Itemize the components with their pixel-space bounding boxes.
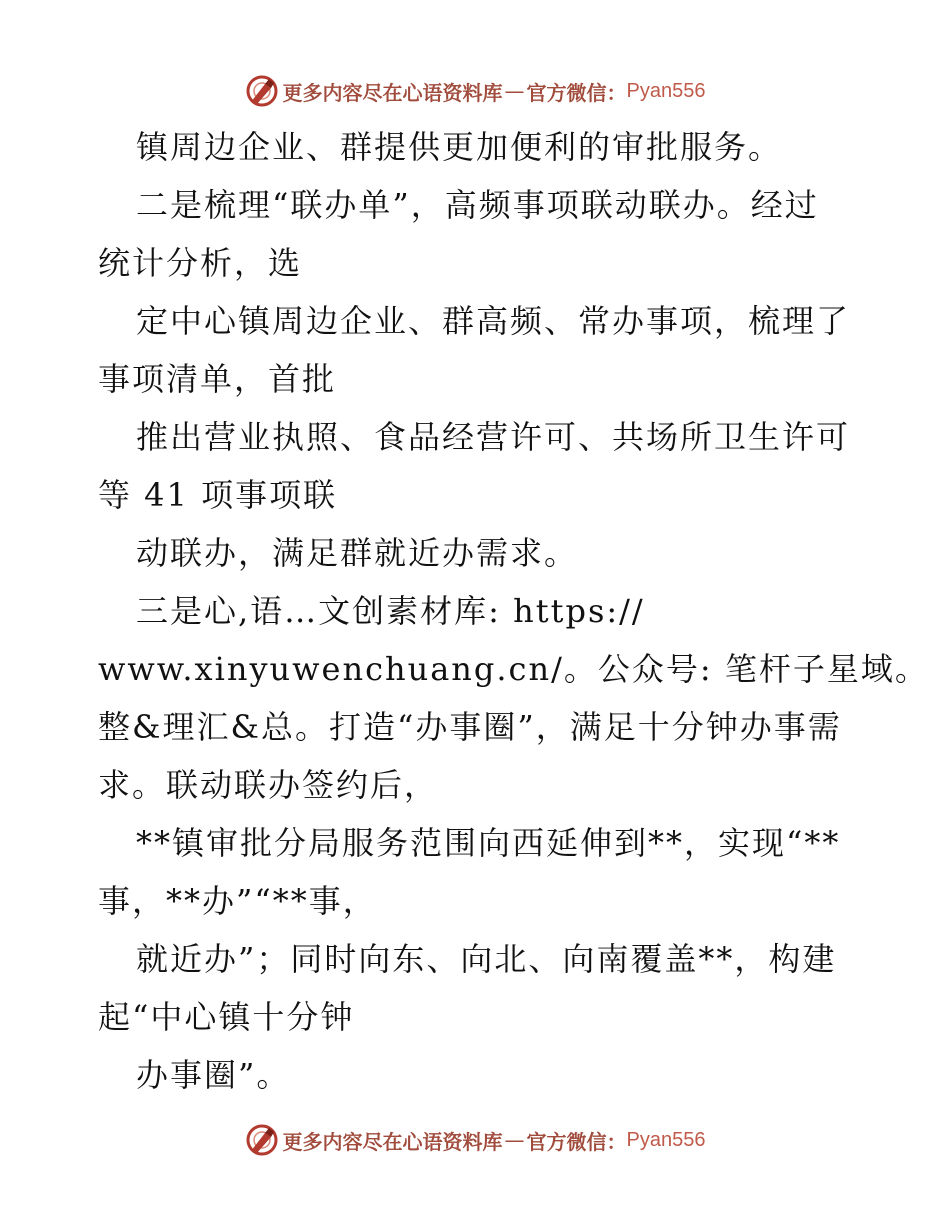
pen-nib-logo-icon [245, 1123, 279, 1157]
text-line: 等 41 项事项联 [98, 476, 338, 514]
text-line: **镇审批分局服务范围向西延伸到**，实现“** [136, 824, 841, 862]
text-line: 三是心,语…文创素材库: https:// [136, 592, 645, 630]
text-line: 二是梳理“联办单”，高频事项联动联办。经过 [136, 186, 819, 224]
header-banner [0, 71, 950, 111]
text-line: 镇周边企业、群提供更加便利的审批服务。 [136, 128, 783, 166]
document-body [98, 118, 929, 1104]
text-line: 就近办”；同时向东、向北、向南覆盖**，构建 [136, 940, 837, 978]
text-line: 整&理汇&总。打造“办事圈”，满足十分钟办事需 [98, 708, 842, 746]
footer-banner [0, 1120, 950, 1160]
banner-separator: — [504, 79, 525, 103]
text-line: 起“中心镇十分钟 [98, 998, 355, 1036]
text-line: 求。联动联办签约后， [98, 766, 439, 804]
text-line: 办事圈”。 [136, 1056, 291, 1094]
banner-text: 更多内容尽在心语资料库 [282, 1129, 503, 1154]
text-line: 事项清单，首批 [98, 360, 337, 398]
text-line: 动联办，满足群就近办需求。 [136, 534, 579, 572]
text-line: 统计分析，选 [98, 244, 303, 282]
banner-wechat-label: 官方微信： [526, 1129, 627, 1154]
banner-separator: — [504, 1128, 525, 1152]
banner-wechat-label: 官方微信： [526, 80, 627, 105]
text-line: www.xinyuwenchuang.cn/。公众号: 笔杆子星域。 [98, 650, 929, 688]
pen-nib-logo-icon [245, 74, 279, 108]
banner-wechat-id: Pyan556 [626, 1128, 706, 1151]
text-line: 定中心镇周边企业、群高频、常办事项，梳理了 [136, 302, 851, 340]
banner-wechat-id: Pyan556 [626, 79, 706, 102]
text-line: 事，**办”“**事， [98, 882, 377, 920]
text-line: 推出营业执照、食品经营许可、共场所卫生许可 [136, 418, 851, 456]
banner-text: 更多内容尽在心语资料库 [282, 80, 503, 105]
